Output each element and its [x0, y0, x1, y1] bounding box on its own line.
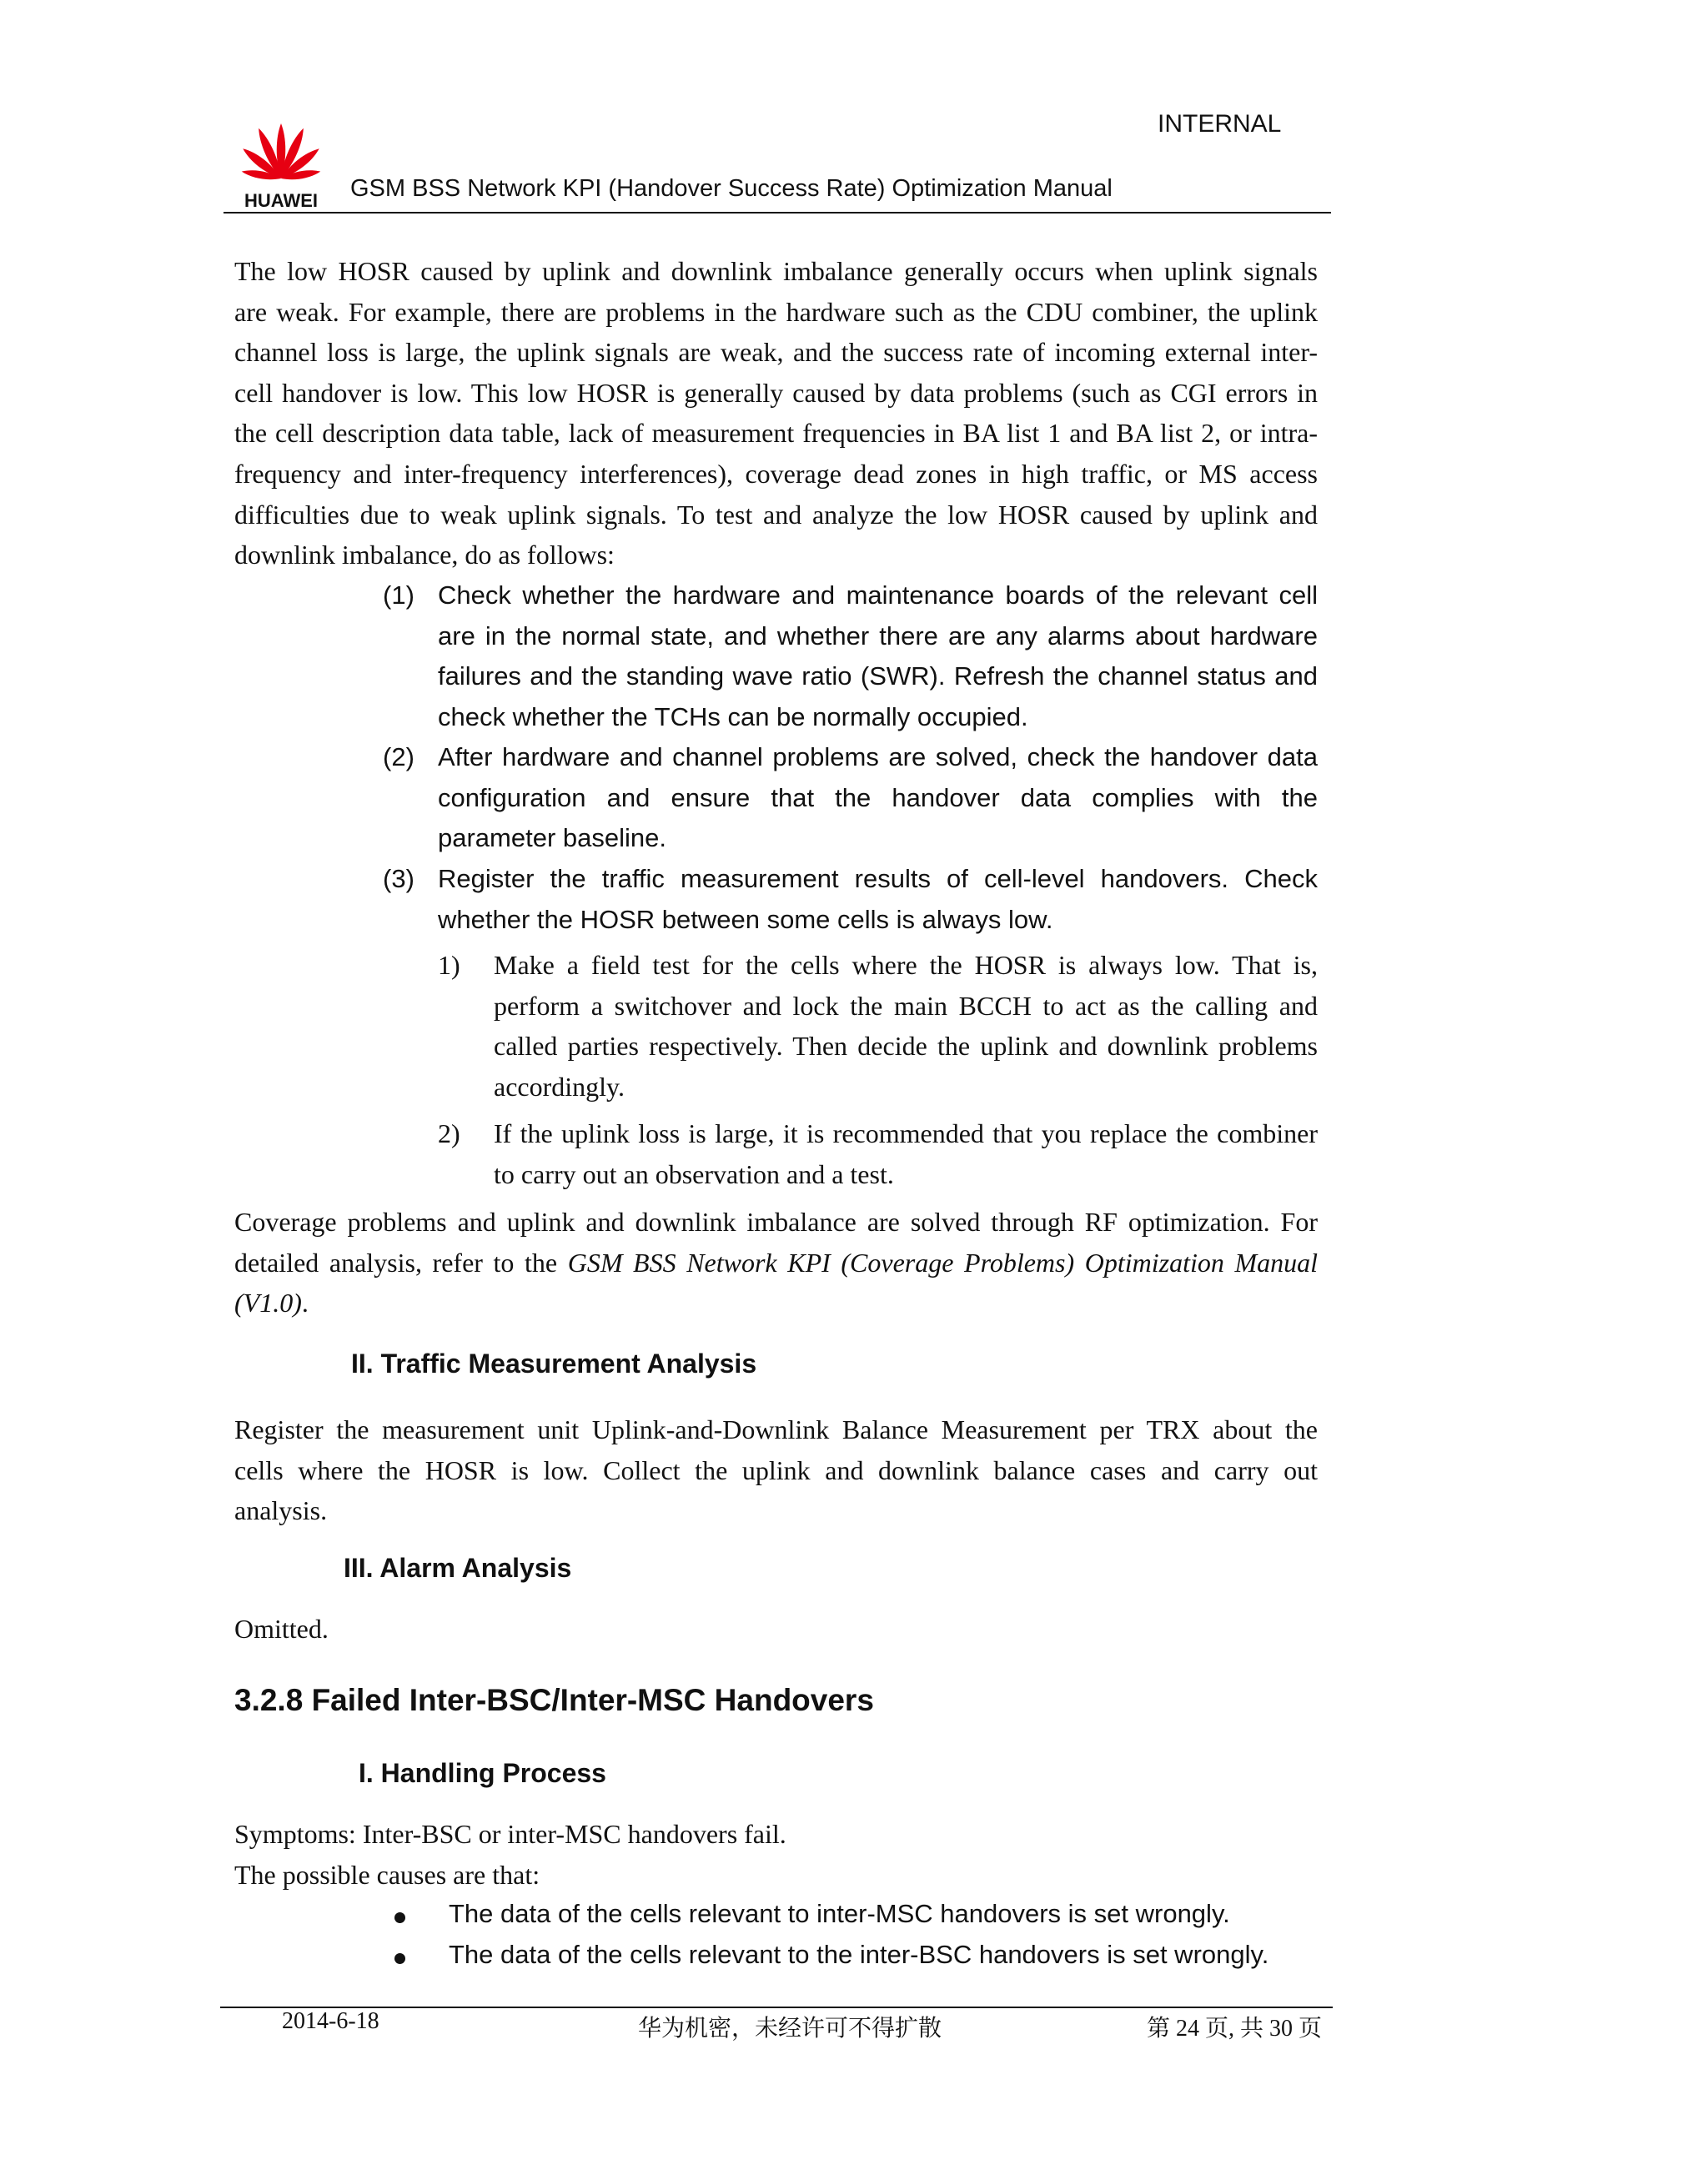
- step-item: [0, 737, 1708, 862]
- text-line: are in the normal state, and whether there are any alarms about hardware: [438, 620, 1318, 650]
- step-item: [0, 859, 1708, 942]
- huawei-logo: [232, 118, 330, 210]
- step-number: (3): [383, 864, 414, 893]
- text-line: accordingly.: [494, 1071, 625, 1102]
- substep-number: 1): [438, 950, 460, 980]
- cause-text: The data of the cells relevant to the inter-BSC handovers is set wrongly.: [449, 1940, 1269, 1969]
- svg-text:HUAWEI: HUAWEI: [244, 190, 318, 210]
- text-line: configuration and ensure that the handover data complies with the: [438, 782, 1318, 812]
- footer-divider: [220, 2007, 1333, 2008]
- text-line: [234, 1243, 1318, 1283]
- traffic-paragraph: [234, 1409, 1318, 1531]
- heading-handling-process: I. Handling Process: [359, 1758, 606, 1788]
- text-line: Register the measurement unit Uplink-and-Downlink Balance Measurement per TRX about the: [234, 1414, 1318, 1444]
- footer-page-number: 第 24 页, 共 30 页: [1147, 2016, 1323, 2042]
- text-line: cells where the HOSR is low. Collect the uplink and downlink balance cases and carry out: [234, 1454, 1318, 1485]
- text-line: whether the HOSR between some cells is always low.: [438, 904, 1053, 934]
- causes-intro: The possible causes are that:: [234, 1860, 540, 1890]
- symptoms-text: Symptoms: Inter-BSC or inter-MSC handovers fail.: [234, 1819, 786, 1849]
- document-title: GSM BSS Network KPI (Handover Success Rate) Optimization Manual: [350, 175, 1113, 202]
- text-line: perform a switchover and lock the main BCCH to act as the calling and: [494, 990, 1318, 1021]
- coverage-paragraph: [234, 1202, 1318, 1324]
- text-line: parameter baseline.: [438, 823, 666, 853]
- text-line: analysis.: [234, 1495, 328, 1526]
- substep-item: [0, 945, 1708, 1112]
- text-span: detailed analysis, refer to the: [234, 1247, 568, 1278]
- text-line: After hardware and channel problems are solved, check the handover data: [438, 742, 1318, 771]
- text-line: the cell description data table, lack of measurement frequencies in BA list 1 and BA list 2, or intra-: [234, 418, 1318, 449]
- classification-label: INTERNAL: [1158, 110, 1282, 138]
- section-heading: 3.2.8 Failed Inter-BSC/Inter-MSC Handovers: [234, 1683, 874, 1717]
- cause-list-item: [0, 1940, 1708, 1982]
- text-line: cell handover is low. This low HOSR is generally caused by data problems (such as CGI errors in: [234, 377, 1318, 408]
- text-line: called parties respectively. Then decide the uplink and downlink problems: [494, 1031, 1318, 1062]
- bullet-icon: [394, 1912, 405, 1923]
- substep-number: 2): [438, 1118, 460, 1148]
- heading-alarm-analysis: III. Alarm Analysis: [344, 1553, 572, 1583]
- cause-text: The data of the cells relevant to inter-MSC handovers is set wrongly.: [449, 1899, 1230, 1928]
- footer-confidential-notice: 华为机密，未经许可不得扩散: [638, 2015, 942, 2041]
- text-line: are weak. For example, there are problems in the hardware such as the CDU combiner, the uplink: [234, 296, 1318, 327]
- text-line: Check whether the hardware and maintenance boards of the relevant cell: [438, 580, 1318, 610]
- text-line: downlink imbalance, do as follows:: [234, 540, 615, 570]
- text-line: [234, 1283, 1318, 1324]
- step-number: (2): [383, 742, 414, 771]
- text-line: The low HOSR caused by uplink and downlink imbalance generally occurs when uplink signals: [234, 256, 1318, 286]
- cause-list-item: [0, 1899, 1708, 1941]
- step-number: (1): [383, 580, 414, 610]
- text-span: .: [301, 1288, 309, 1319]
- text-line: check whether the TCHs can be normally occupied.: [438, 701, 1028, 731]
- text-line: difficulties due to weak uplink signals. To test and analyze the low HOSR caused by uplink and: [234, 499, 1318, 530]
- header-divider: [224, 212, 1331, 213]
- text-line: channel loss is large, the uplink signals are weak, and the success rate of incoming external inter-: [234, 337, 1318, 368]
- footer-date: 2014-6-18: [282, 2008, 379, 2034]
- substep-item: [0, 1113, 1708, 1197]
- text-line: Coverage problems and uplink and downlink imbalance are solved through RF optimization. For: [234, 1207, 1318, 1237]
- text-line: to carry out an observation and a test.: [494, 1158, 894, 1189]
- text-line: Make a field test for the cells where the HOSR is always low. That is,: [494, 950, 1318, 980]
- document-reference-version: (V1.0): [234, 1288, 302, 1319]
- bullet-icon: [394, 1953, 405, 1964]
- intro-paragraph: [234, 251, 1318, 575]
- document-reference: GSM BSS Network KPI (Coverage Problems) Optimization Manual: [567, 1247, 1319, 1278]
- text-line: If the uplink loss is large, it is recommended that you replace the combiner: [494, 1118, 1318, 1148]
- step-item: [0, 575, 1708, 742]
- text-line: failures and the standing wave ratio (SWR). Refresh the channel status and: [438, 661, 1318, 691]
- heading-traffic-measurement: II. Traffic Measurement Analysis: [351, 1349, 757, 1379]
- text-line: Register the traffic measurement results of cell-level handovers. Check: [438, 864, 1318, 893]
- alarm-text: Omitted.: [234, 1614, 329, 1644]
- text-line: frequency and inter-frequency interferences), coverage dead zones in high traffic, or MS access: [234, 458, 1318, 489]
